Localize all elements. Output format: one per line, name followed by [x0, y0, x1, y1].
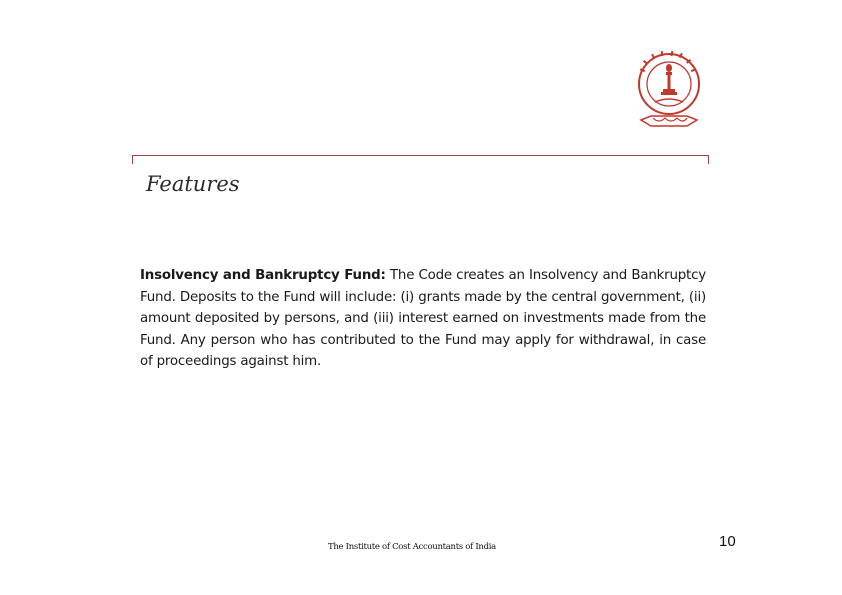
header-rule: [132, 155, 709, 164]
footer-organization: The Institute of Cost Accountants of India: [328, 542, 496, 552]
feature-paragraph: [140, 265, 706, 373]
page-number: 10: [719, 533, 736, 550]
paragraph-body: The Code creates an Insolvency and Bankruptcy Fund. Deposits to the Fund will include: (i) grants made by the central government, (ii) amount deposited by persons, and (iii) interest earned on investments made from the Fund. Any person who has contributed to the Fund may apply for withdrawal, in case of proceedings against him.: [140, 268, 706, 369]
paragraph-lead: Insolvency and Bankruptcy Fund:: [140, 268, 386, 283]
institute-seal-icon: [633, 46, 705, 136]
slide-title: Features: [146, 172, 240, 196]
